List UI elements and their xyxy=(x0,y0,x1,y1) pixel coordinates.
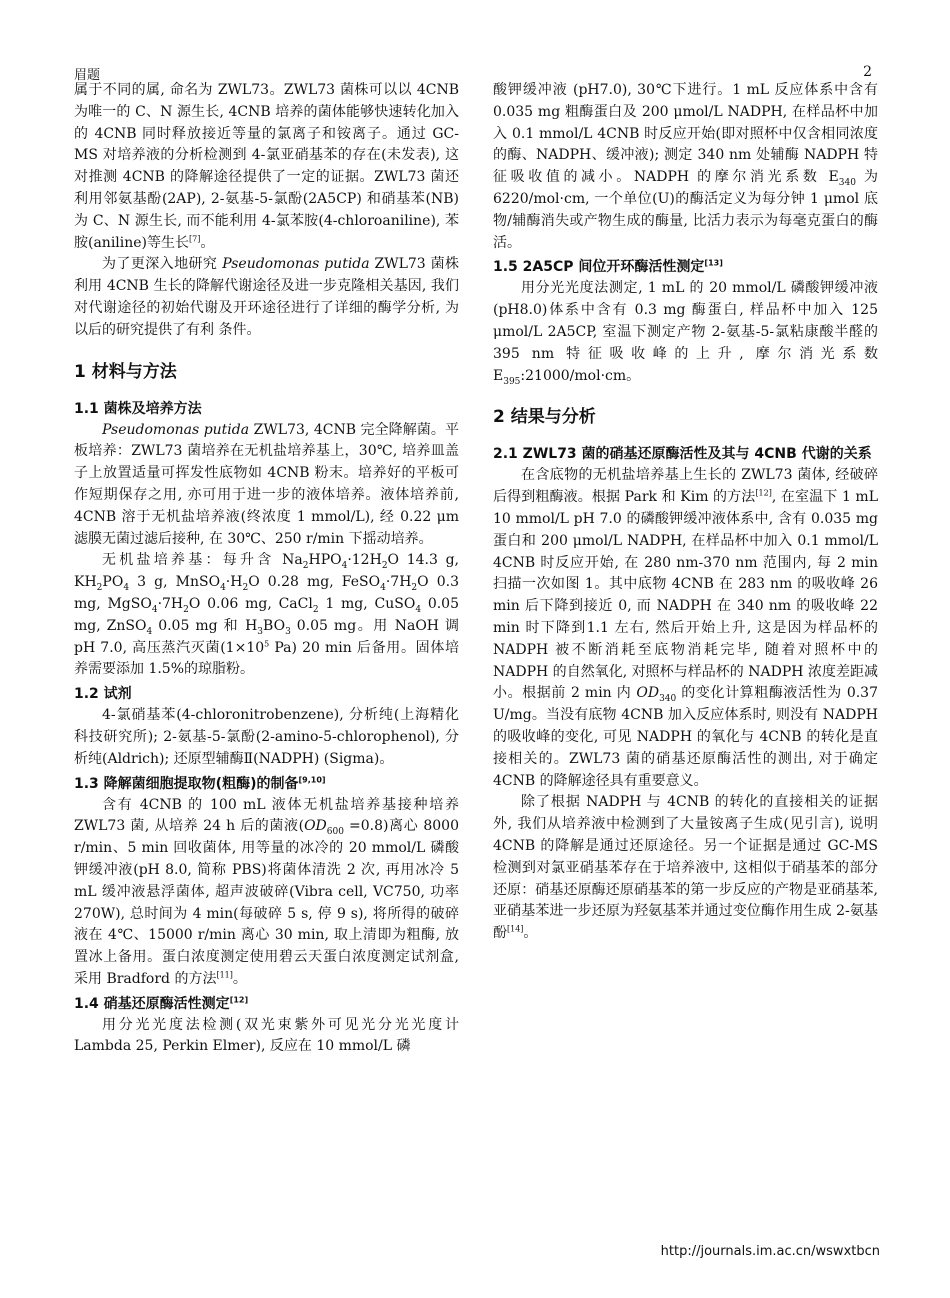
paragraph-assay-continued: 酸钾缓冲液 (pH7.0), 30℃下进行。1 mL 反应体系中含有 0.035 mg 粗酶蛋白及 200 μmol/L NADPH, 在样品杯中加入 0.1 mmol/L 4CNB 时反应开始(即对照杯中仅含相同浓度的酶、NADPH、缓冲液); 测定 340 nm 处辅酶 NADPH 特征吸收值的减小。NADPH 的摩尔消光系数 $E_{340}$ 为 6220/mol·cm, 一个单位(U)的酶活定义为每分钟 1 μmol 底物/辅酶消失或产物生成的酶量, 比活力表示为每毫克蛋白的酶活。 xyxy=(493,82,878,251)
subsection-heading-1-1: 1.1 菌株及培养方法 xyxy=(74,400,202,417)
subsection-heading-1-5: 1.5 2A5CP 间位开环酶活性测定[13] xyxy=(493,258,723,276)
section-heading-methods: 1 材料与方法 xyxy=(74,361,177,382)
journal-url[interactable]: http://journals.im.ac.cn/wswxtbcn xyxy=(660,1244,880,1259)
citation[interactable]: [11] xyxy=(216,970,233,980)
paragraph-results-activity: 在含底物的无机盐培养基上生长的 ZWL73 菌体, 经破碎后得到粗酶液。根据 Park 和 Kim 的方法[12], 在室温下 1 mL 10 mmol/L pH 7.0 的磷酸钾缓冲液体系中, 含有 0.035 mg 蛋白和 200 μmol/L NADPH, 在样品杯中加入 0.1 mmol/L 4CNB 时反应开始, 在 280 nm-370 nm 范围内, 每 2 min 扫描一次如图 1。其中底物 4CNB 在 283 nm 的吸收峰 26 min 后下降到接近 0, 而 NADPH 在 340 nm 的吸收峰 22 min 时下降到1.1 左右, 然后开始上升, 这是因为样品杯的 NADPH 被不断消耗至底物消耗完毕, 随着对照杯中的 NADPH 的自然氧化, 对照杯与样品杯的 NADPH 浓度差距减小。根据前 2 min 内 $OD_{340}$ 的变化计算粗酶液活性为 0.37 U/mg。当没有底物 4CNB 加入反应体系时, 则没有 NADPH 的吸收峰的变化, 可见 NADPH 的氧化与 4CNB 的转化是直接相关的。ZWL73 菌的硝基还原酶活性的测出, 对于确定 4CNB 的降解途径具有重要意义。 xyxy=(493,467,879,789)
citation[interactable]: [13] xyxy=(704,258,723,268)
paragraph-ring-cleavage-assay: 用分光光度法测定, 1 mL 的 20 mmol/L 磷酸钾缓冲液(pH8.0)体系中含有 0.3 mg 酶蛋白, 样品杯中加入 125 μmol/L 2A5CP, 室温下测定产物 2-氨基-5-氯粘康酸半醛的 395 nm 特征吸收峰的上升, 摩尔消光系数 $E_{395}:21000/mol\cdot cm$。 xyxy=(493,280,878,387)
citation[interactable]: [9,10] xyxy=(298,774,326,784)
paragraph-aim: 为了更深入地研究 Pseudomonas putida ZWL73 菌株利用 4CNB 生长的降解代谢途径及进一步克隆相关基因, 我们对代谢途径的初始代谢及开环途径进行了详细的酶学分析, 为以后的研究提供了有利 条件。 xyxy=(74,256,459,338)
paragraph-results-evidence: 除了根据 NADPH 与 4CNB 的转化的直接相关的证据外, 我们从培养液中检测到了大量铵离子生成(见引言), 说明 4CNB 的降解是通过还原途径。另一个证据是通过 GC-MS 检测到对氯亚硝基苯存在于培养液中, 这相似于硝基苯的部分还原：硝基还原酶还原硝基苯的第一步反应的产物是亚硝基苯, 亚硝基苯进一步还原为羟氨基苯并通过变位酶作用生成 2-氨基酚[14]。 xyxy=(493,794,878,942)
subsection-heading-1-2: 1.2 试剂 xyxy=(74,686,132,703)
paragraph-intro-continued: 属于不同的属, 命名为 ZWL73。ZWL73 菌株可以以 4CNB 为唯一的 C、N 源生长, 4CNB 培养的菌体能够快速转化加入的 4CNB 同时释放接近等量的氯离子和铵离子。通过 GC-MS 对培养液的分析检测到 4-氯亚硝基苯的存在(未发表), 这对推测 4CNB 的降解途径提供了一定的证据。ZWL73 菌还利用邻氨基酚(2AP), 2-氨基-5-氯酚(2A5CP) 和硝基苯(NB)为 C、N 源生长, 而不能利用 4-氯苯胺(4-chloroaniline), 苯胺(aniline)等生长[7]。 xyxy=(74,82,459,251)
citation[interactable]: [14] xyxy=(507,924,524,934)
page-number: 2 xyxy=(863,64,872,80)
citation[interactable]: [12] xyxy=(755,488,772,498)
subsection-heading-1-3: 1.3 降解菌细胞提取物(粗酶)的制备[9,10] xyxy=(74,774,326,792)
subsection-heading-2-1: 2.1 ZWL73 菌的硝基还原酶活性及其与 4CNB 代谢的关系 xyxy=(493,446,872,463)
subsection-heading-1-4: 1.4 硝基还原酶活性测定[12] xyxy=(74,995,249,1012)
paragraph-strain: Pseudomonas putida ZWL73, 4CNB 完全降解菌。平板培养：ZWL73 菌培养在无机盐培养基上，30℃, 培养皿盖子上放置适量可挥发性底物如 4CNB 粉末。培养好的平板可作短期保存之用, 亦可用于进一步的液体培养。液体培养前, 4CNB 溶于无机盐培养液(终浓度 1 mmol/L), 经 0.22 μm 滤膜无菌过滤后接种, 在 30℃、250 r/min 下摇动培养。 xyxy=(74,421,459,547)
citation[interactable]: [12] xyxy=(229,995,249,1005)
paragraph-extract-prep: 含有 4CNB 的 100 mL 液体无机盐培养基接种培养 ZWL73 菌, 从培养 24 h 后的菌液$(OD_{600} =0.8)$离心 8000 r/min、5 min 回收菌体, 用等量的冰冷的 20 mmol/L 磷酸钾缓冲液(pH 8.0, 简称 PBS)将菌体清洗 2 次, 再用冰冷 5 mL 缓冲液悬浮菌体, 超声波破碎(Vibra cell, VC750, 功率 270W), 总时间为 4 min(每破碎 5 s, 停 9 s), 将所得的破碎液在 4℃、15000 r/min 离心 30 min, 取上清即为粗酶, 放置冰上备用。蛋白浓度测定使用碧云天蛋白浓度测定试剂盒, 采用 Bradford 的方法[11]。 xyxy=(74,796,459,987)
running-head: 眉题 xyxy=(74,68,101,83)
right-column xyxy=(493,80,878,945)
paragraph-nitroreductase-assay: 用分光光度法检测(双光束紫外可见光分光光度计 Lambda 25, Perkin Elmer), 反应在 10 mmol/L 磷 xyxy=(74,1016,459,1055)
citation[interactable]: [7] xyxy=(189,233,201,243)
section-heading-results: 2 结果与分析 xyxy=(493,407,596,428)
paragraph-reagents: 4-氯硝基苯(4-chloronitrobenzene), 分析纯(上海精化科技研究所); 2-氨基-5-氯酚(2-amino-5-chlorophenol), 分析纯(Aldrich); 还原型辅酶Ⅱ(NADPH) (Sigma)。 xyxy=(74,707,459,767)
paragraph-medium: 无机盐培养基：每升含 $Na_2HPO_4\cdot 12H_2O$ 14.3 g, $KH_2PO_4$ 3 g, $MnSO_4\cdot H_2O$ 0.28 mg, $FeSO_4\cdot 7H_2O$ 0.3 mg, $MgSO_4\cdot 7H_2O$ 0.06 mg, CaCl$_2$ 1 mg, CuSO$_4$ 0.05 mg, ZnSO$_4$ 0.05 mg 和 $H_3BO_3$ 0.05 mg。用 NaOH 调 pH 7.0, 高压蒸汽灭菌($1\times 10^5$ Pa) 20 min 后备用。固体培养需要添加 1.5%的琼脂粉。 xyxy=(74,552,460,678)
left-column xyxy=(74,80,459,1058)
